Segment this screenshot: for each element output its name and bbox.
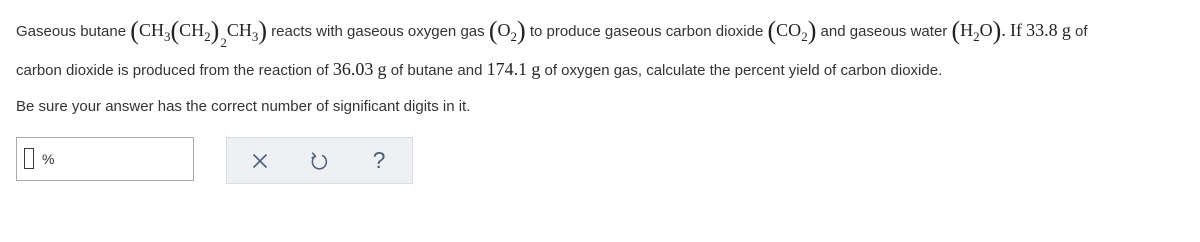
- percent-unit-label: %: [42, 151, 55, 167]
- paren-close: ): [258, 16, 267, 45]
- question-line-2: [16, 59, 942, 81]
- unit-grams: g: [377, 59, 387, 79]
- answer-tools-panel: [226, 137, 413, 184]
- sig-fig-instruction: Be sure your answer has the correct number of significant digits in it.: [16, 98, 471, 115]
- unit-grams: g: [531, 59, 541, 79]
- mass-oxygen: 174.1: [486, 59, 528, 79]
- question-mark-icon: ?: [372, 147, 386, 173]
- question-text: and gaseous water: [820, 23, 948, 40]
- oxygen-formula: $O_2$: [497, 20, 517, 44]
- answer-input-box[interactable]: [16, 137, 194, 181]
- question-text: carbon dioxide is produced from the reaction of: [16, 62, 329, 79]
- question-line-1: Gaseous butane $(CH_3(CH_2)_2CH_3)$ reacts with gaseous oxygen gas $(O_2)$ to produce gaseous carbon dioxide $(CO_2)$ and gaseous water $(H_2O)$. If 33.8 g of: [16, 16, 1088, 50]
- co2-formula: $CO_2$: [776, 20, 808, 44]
- question-text: If: [1009, 20, 1022, 40]
- mass-co2: 33.8: [1026, 20, 1058, 40]
- undo-button[interactable]: [294, 138, 344, 183]
- question-text: to produce gaseous carbon dioxide: [529, 23, 764, 40]
- question-text: of butane and: [390, 62, 483, 79]
- clear-button[interactable]: [235, 138, 285, 183]
- mass-butane: 36.03: [332, 59, 374, 79]
- question-text: Gaseous butane: [16, 23, 127, 40]
- undo-icon: [309, 151, 329, 171]
- paren-open: (: [130, 16, 139, 45]
- question-text: of: [1075, 23, 1088, 40]
- question-text: of oxygen gas, calculate the percent yield of carbon dioxide.: [544, 62, 943, 79]
- help-button[interactable]: [354, 138, 404, 183]
- water-formula: $H_2O$: [960, 20, 993, 44]
- unit-grams: g: [1061, 20, 1071, 40]
- question-text: reacts with gaseous oxygen gas: [271, 23, 485, 40]
- butane-formula: $CH_3(CH_2)_2CH_3$: [138, 16, 259, 50]
- x-icon: [252, 153, 268, 169]
- answer-input[interactable]: [24, 148, 34, 169]
